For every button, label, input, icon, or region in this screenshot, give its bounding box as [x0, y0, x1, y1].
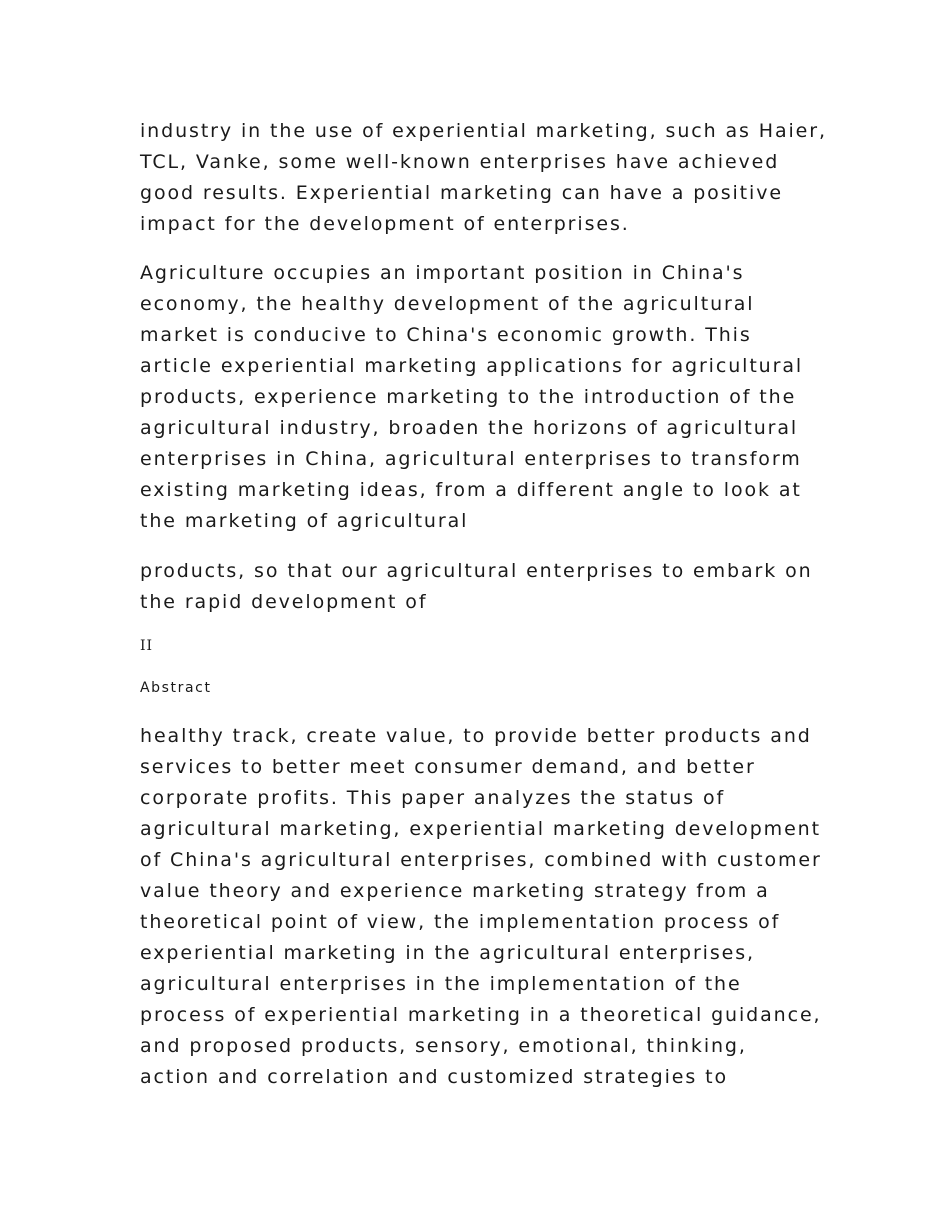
- section-label: Abstract: [140, 680, 212, 696]
- paragraph-line: good results. Experiential marketing can have a positive: [140, 182, 783, 204]
- paragraph-3: [140, 556, 820, 618]
- paragraph-line: products, so that our agricultural enterprises to embark on: [140, 560, 813, 582]
- paragraph-1: [140, 116, 827, 240]
- paragraph-line: economy, the healthy development of the agricultural: [140, 293, 755, 315]
- paragraph-line: experiential marketing in the agricultural enterprises,: [140, 942, 755, 964]
- paragraph-line: agricultural marketing, experiential marketing development: [140, 818, 821, 840]
- paragraph-line: agricultural industry, broaden the horizons of agricultural: [140, 417, 799, 439]
- paragraph-line: Agriculture occupies an important position in China's: [140, 262, 745, 284]
- paragraph-line: the rapid development of: [140, 591, 428, 613]
- paragraph-line: value theory and experience marketing strategy from a: [140, 880, 770, 902]
- paragraph-line: services to better meet consumer demand, and better: [140, 756, 756, 778]
- paragraph-line: and proposed products, sensory, emotional, thinking,: [140, 1035, 747, 1057]
- paragraph-line: TCL, Vanke, some well-known enterprises have achieved: [140, 151, 780, 173]
- paragraph-line: article experiential marketing applications for agricultural: [140, 355, 804, 377]
- paragraph-4: [140, 721, 820, 1093]
- paragraph-line: healthy track, create value, to provide better products and: [140, 725, 812, 747]
- paragraph-2: [140, 258, 820, 537]
- paragraph-line: industry in the use of experiential marketing, such as Haier,: [140, 120, 827, 142]
- paragraph-line: enterprises in China, agricultural enterprises to transform: [140, 448, 802, 470]
- paragraph-line: market is conducive to China's economic growth. This: [140, 324, 752, 346]
- paragraph-line: process of experiential marketing in a theoretical guidance,: [140, 1004, 822, 1026]
- paragraph-line: the marketing of agricultural: [140, 510, 469, 532]
- paragraph-line: theoretical point of view, the implementation process of: [140, 911, 781, 933]
- paragraph-line: agricultural enterprises in the implementation of the: [140, 973, 742, 995]
- paragraph-line: existing marketing ideas, from a different angle to look at: [140, 479, 802, 501]
- page-number: II: [140, 638, 154, 654]
- paragraph-line: products, experience marketing to the introduction of the: [140, 386, 797, 408]
- paragraph-line: corporate profits. This paper analyzes the status of: [140, 787, 726, 809]
- paragraph-line: action and correlation and customized strategies to: [140, 1066, 728, 1088]
- paragraph-line: impact for the development of enterprises.: [140, 213, 630, 235]
- paragraph-line: of China's agricultural enterprises, combined with customer: [140, 849, 822, 871]
